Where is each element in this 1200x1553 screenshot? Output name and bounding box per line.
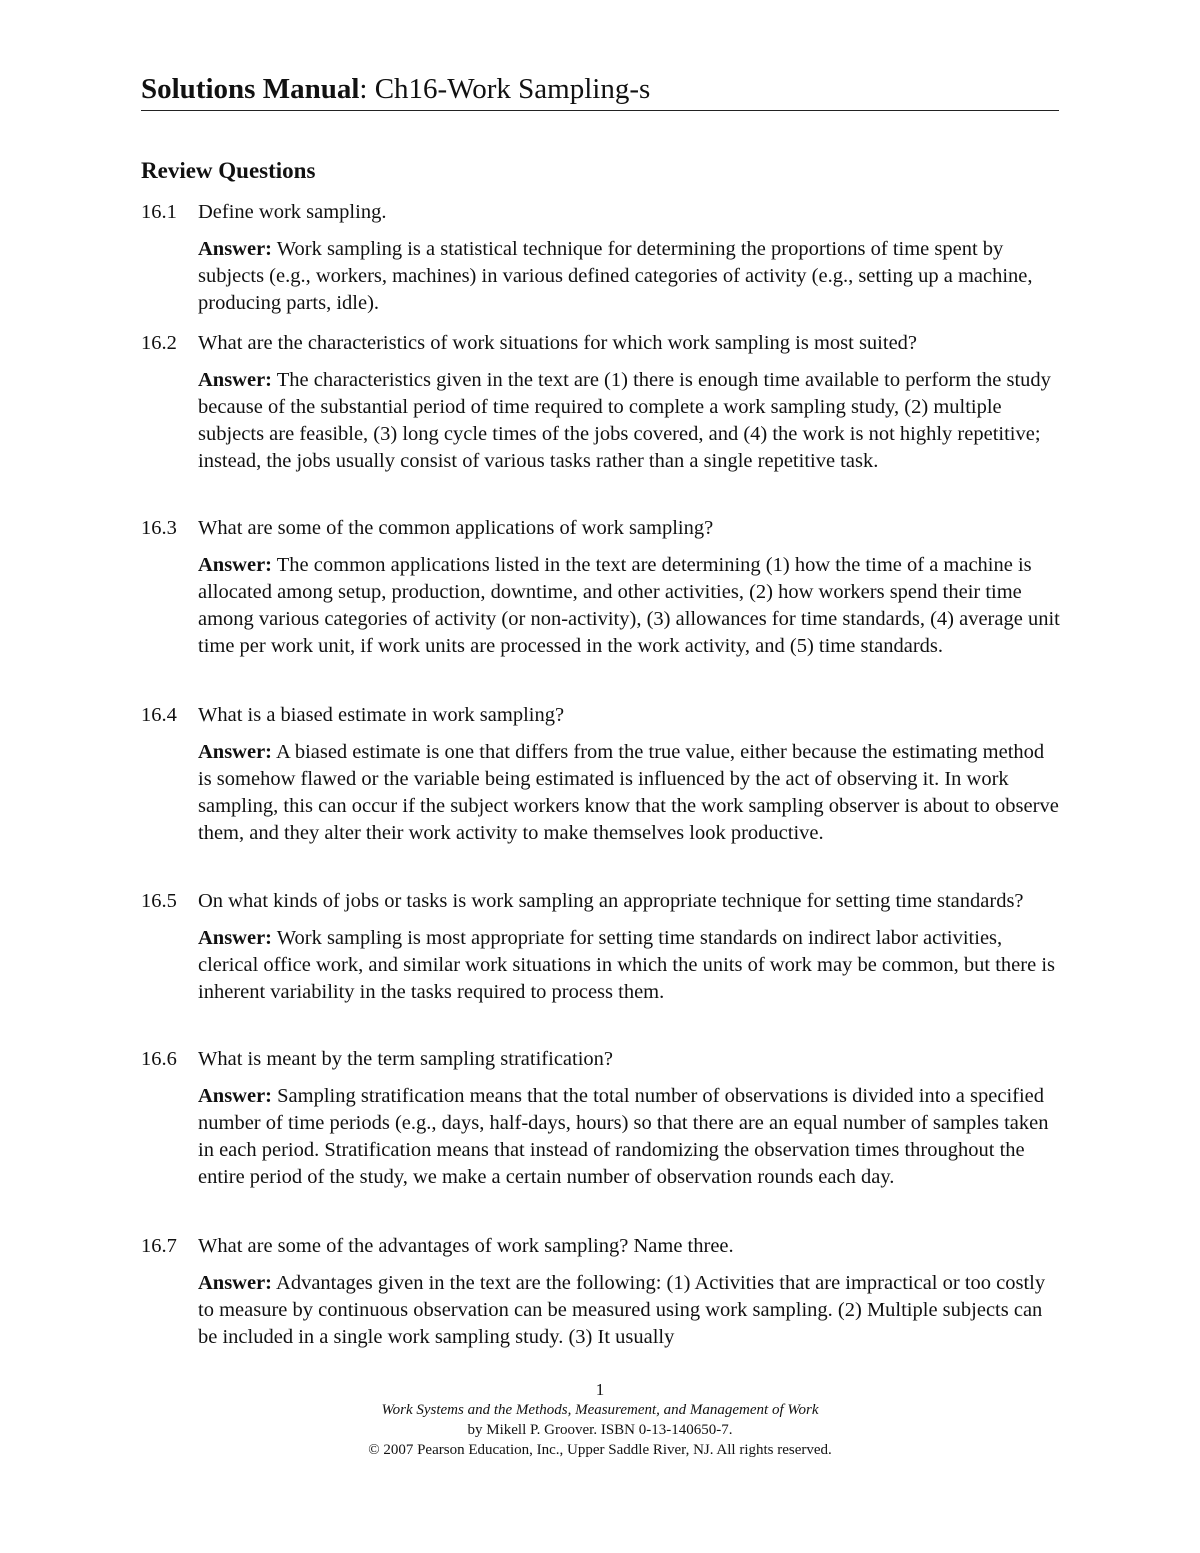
question [141,199,1061,226]
question [141,1233,1061,1260]
question [141,702,1061,729]
answer [198,925,1061,1006]
answer-text: The common applications listed in the text are determining (1) how the time of a machine is allocated among setup, production, downtime, and other activities, (2) how workers spend their time among various categories of activity (or non-activity), (3) allowances for time standards, (4) average unit time per work unit, if work units are processed in the work activity, and (5) time standards. [198,554,1060,657]
answer [198,236,1061,317]
question [141,888,1061,915]
question-text: What are some of the advantages of work sampling? Name three. [198,1235,734,1257]
answer-label: Answer: [198,238,273,260]
answer-label: Answer: [198,741,273,763]
question-number: 16.5 [141,890,177,912]
answer-text: Work sampling is most appropriate for setting time standards on indirect labor activities, clerical office work, and similar work situations in which the units of work may be common, but there is inherent variability in the tasks required to process them. [198,927,1056,1003]
qa-item-16-5 [141,888,1061,1006]
question-text: What is a biased estimate in work sampling? [198,704,565,726]
footer-book-title: Work Systems and the Methods, Measurement, and Management of Work [381,1402,819,1418]
page-header [141,72,1059,111]
qa-item-16-4 [141,702,1061,847]
answer-text: Advantages given in the text are the following: (1) Activities that are impractical or too costly to measure by continuous observation can be measured using work sampling. (2) Multiple subjects can be included in a single work sampling study. (3) It usually [198,1272,1046,1348]
answer-text: The characteristics given in the text are (1) there is enough time available to perform the study because of the substantial period of time required to complete a work sampling study, (2) multiple subjects are feasible, (3) long cycle times of the jobs covered, and (4) the work is not highly repetitive; instead, the jobs usually consist of various tasks rather than a single repetitive task. [198,369,1051,472]
section-title: Review Questions [141,158,316,183]
answer [198,739,1061,847]
question [141,1046,1061,1073]
answer-label: Answer: [198,1272,273,1294]
qa-item-16-2 [141,330,1061,475]
question [141,515,1061,542]
question-number: 16.1 [141,201,177,223]
question-number: 16.4 [141,704,177,726]
answer-label: Answer: [198,927,273,949]
qa-item-16-6 [141,1046,1061,1191]
header-title-bold: Solutions Manual [141,73,360,105]
question-number: 16.7 [141,1235,177,1257]
answer [198,1083,1061,1191]
answer-text: Work sampling is a statistical technique for determining the proportions of time spent by subjects (e.g., workers, machines) in various defined categories of activity (e.g., setting up a machine, producing parts, idle). [198,238,1033,314]
footer-author: by Mikell P. Groover. ISBN 0-13-140650-7. [467,1422,733,1438]
footer-copyright: © 2007 Pearson Education, Inc., Upper Saddle River, NJ. All rights reserved. [368,1442,832,1458]
question-text: What are the characteristics of work situations for which work sampling is most suited? [198,332,918,354]
answer-text: A biased estimate is one that differs from the true value, either because the estimating method is somehow flawed or the variable being estimated is influenced by the act of observing it. In work sampling, this can occur if the subject workers know that the work sampling observer is about to observe them, and they alter their work activity to make themselves look productive. [198,741,1059,844]
answer-label: Answer: [198,554,273,576]
answer [198,1270,1061,1351]
answer-text: Sampling stratification means that the total number of observations is divided into a specified number of time periods (e.g., days, half-days, hours) so that there are an equal number of samples taken in each period. Stratification means that instead of randomizing the observation times throughout the entire period of the study, we make a certain number of observation rounds each day. [198,1085,1049,1188]
page-number: 1 [595,1380,605,1399]
question [141,330,1061,357]
question-text: What is meant by the term sampling stratification? [198,1048,614,1070]
question-text: What are some of the common applications of work sampling? [198,517,714,539]
answer-label: Answer: [198,1085,273,1107]
answer [198,367,1061,475]
qa-item-16-3 [141,515,1061,660]
qa-item-16-7 [141,1233,1061,1351]
answer [198,552,1061,660]
question-number: 16.3 [141,517,177,539]
qa-item-16-1 [141,199,1061,317]
header-title-rest: : Ch16-Work Sampling-s [359,73,651,105]
question-text: On what kinds of jobs or tasks is work sampling an appropriate technique for setting time standards? [198,890,1024,912]
question-text: Define work sampling. [198,201,387,223]
page-footer [0,1380,1200,1460]
answer-label: Answer: [198,369,273,391]
question-number: 16.6 [141,1048,177,1070]
question-number: 16.2 [141,332,177,354]
